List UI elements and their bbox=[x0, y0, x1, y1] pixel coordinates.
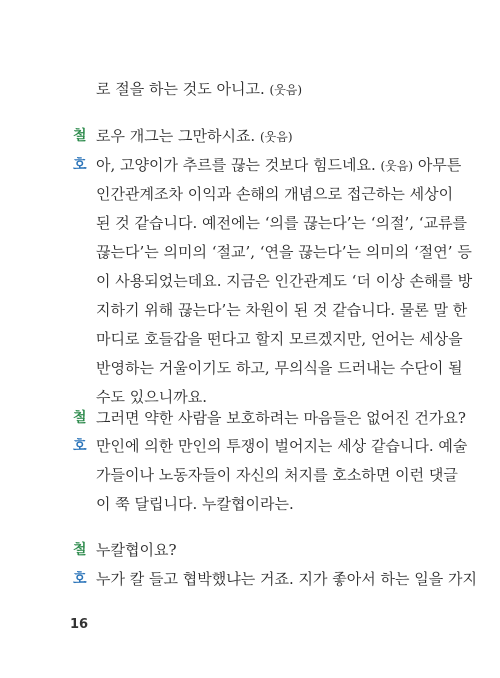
line-text: 인간관계조차 이익과 손해의 개념으로 접근하는 세상이 bbox=[96, 185, 454, 203]
speaker-label: 철 bbox=[73, 128, 87, 144]
line-text: 마디로 호들갑을 떤다고 할지 모르겠지만, 언어는 세상을 bbox=[96, 330, 463, 348]
line-text: 지하기 위해 끊는다’는 차원이 된 것 같습니다. 물론 말 한 bbox=[96, 301, 468, 319]
page-number: 16 bbox=[70, 617, 89, 632]
line-text: 이 사용되었는데요. 지금은 인간관계도 ‘더 이상 손해를 방 bbox=[96, 272, 473, 290]
line-text: 끊는다’는 의미의 ‘절교’, ‘연을 끊는다’는 의미의 ‘절연’ 등 bbox=[96, 243, 472, 261]
line-text: 그러면 약한 사람을 보호하려는 마음들은 없어진 건가요? bbox=[96, 409, 466, 427]
aside-text: (웃음) bbox=[269, 83, 303, 97]
line-text: 된 것 같습니다. 예전에는 ‘의를 끊는다’는 ‘의절’, ‘교류를 bbox=[96, 214, 468, 232]
line-text: 누칼협이요? bbox=[96, 541, 177, 559]
line-text: 로우 개그는 그만하시죠. bbox=[96, 127, 256, 145]
line-text: 반영하는 거울이기도 하고, 무의식을 드러내는 수단이 될 bbox=[96, 359, 463, 377]
line-text: 만인에 의한 만인의 투쟁이 벌어지는 세상 같습니다. 예술 bbox=[96, 437, 468, 455]
line-text: 아, 고양이가 추르를 끊는 것보다 힘드네요. bbox=[96, 156, 376, 174]
speaker-label: 철 bbox=[73, 542, 87, 558]
speaker-label: 호 bbox=[73, 438, 87, 454]
line-text: 누가 칼 들고 협박했냐는 거죠. 지가 좋아서 하는 일을 가지 bbox=[96, 570, 477, 588]
aside-text: (웃음) bbox=[260, 130, 293, 144]
line-text: 가들이나 노동자들이 자신의 처지를 호소하면 이런 댓글 bbox=[96, 466, 458, 484]
line-text: 로 절을 하는 것도 아니고. bbox=[96, 80, 265, 98]
speaker-label: 호 bbox=[73, 571, 87, 587]
line-text-tail: 아무튼 bbox=[417, 156, 462, 174]
speaker-label: 철 bbox=[73, 410, 87, 426]
speaker-label: 호 bbox=[73, 157, 87, 173]
line-text: 이 쭉 달립니다. 누칼협이라는. bbox=[96, 495, 294, 513]
aside-text: (웃음) bbox=[380, 159, 414, 173]
line-text: 수도 있으니까요. bbox=[96, 388, 207, 406]
